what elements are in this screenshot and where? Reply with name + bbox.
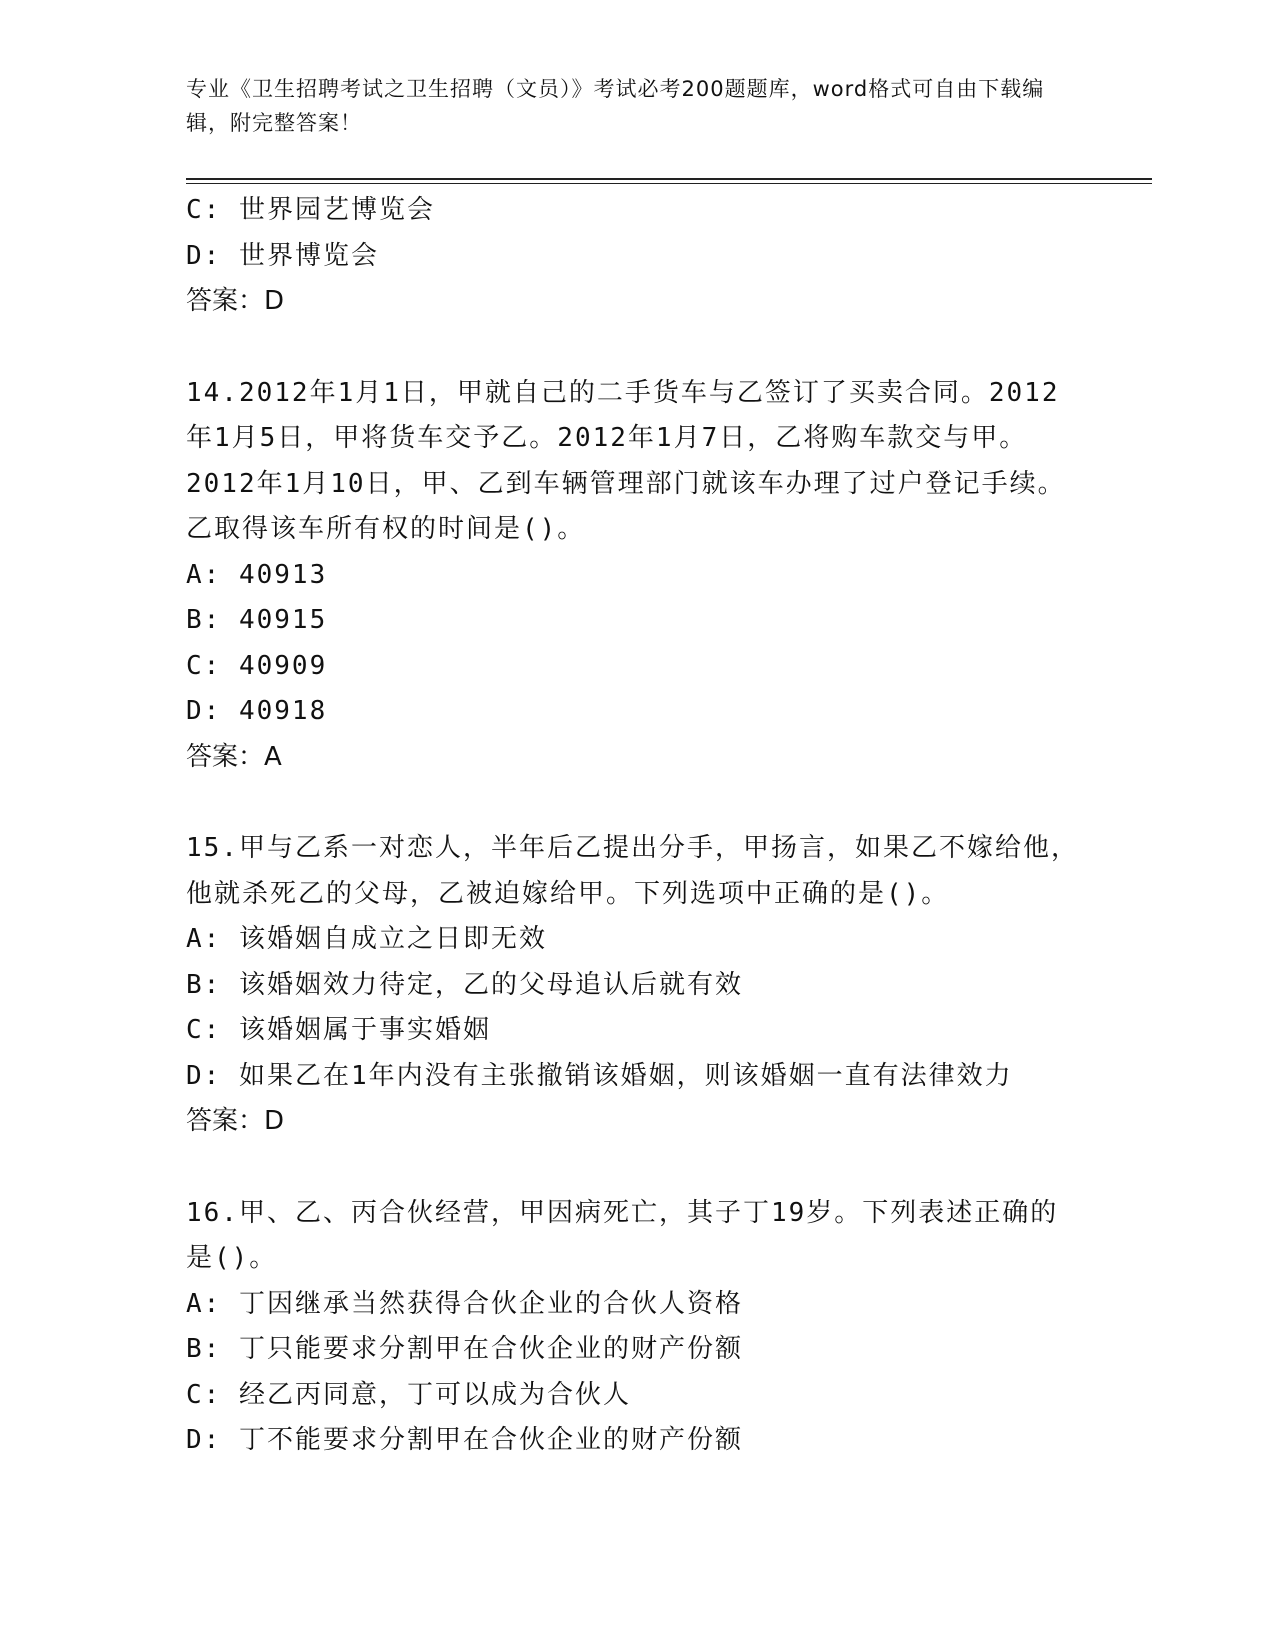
option-label: A [186,924,204,954]
option-text: 如果乙在1年内没有主张撤销该婚姻，则该婚姻一直有法律效力 [238,1060,1013,1091]
option-label: C [186,1379,204,1410]
option-b: B: 丁只能要求分割甲在合伙企业的财产份额 [186,1334,743,1364]
question-content [186,188,1086,1464]
option-a: A: 40913 [186,559,328,590]
option-a: A: 该婚姻自成立之日即无效 [186,924,547,954]
option-label: D [186,696,204,726]
option-d: D: 40918 [186,696,328,726]
option-text: 丁不能要求分割甲在合伙企业的财产份额 [238,1425,743,1455]
option-d: D: 如果乙在1年内没有主张撤销该婚姻，则该婚姻一直有法律效力 [186,1060,1013,1091]
page-header-title: 专业《卫生招聘考试之卫生招聘（文员）》考试必考200题题库，word格式可自由下载编辑，附完整答案！ [186,77,1045,135]
option-label: C [186,195,204,225]
question-15-text: 15.甲与乙系一对恋人，半年后乙提出分手，甲扬言，如果乙不嫁给他，他就杀死乙的父母，乙被迫嫁给甲。下列选项中正确的是()。 [186,833,1079,909]
option-label: A [186,1288,204,1319]
option-text: 该婚姻自成立之日即无效 [238,924,547,954]
option-text: 世界园艺博览会 [238,195,435,225]
option-d: D: 丁不能要求分割甲在合伙企业的财产份额 [186,1425,743,1455]
option-text: 40918 [238,696,328,726]
option-label: B [186,1334,204,1364]
option-label: D [186,1060,204,1091]
option-text: 经乙丙同意，丁可以成为合伙人 [238,1379,631,1410]
header-rule-thin [186,183,1152,184]
option-c: C: 经乙丙同意，丁可以成为合伙人 [186,1379,631,1410]
question-16-text: 16.甲、乙、丙合伙经营，甲因病死亡，其子丁19岁。下列表述正确的是()。 [186,1197,1059,1273]
header-rule-thick [186,178,1152,180]
option-text: 40909 [238,650,328,681]
option-a: A: 丁因继承当然获得合伙企业的合伙人资格 [186,1288,743,1319]
option-label: A [186,559,204,590]
option-text: 世界博览会 [238,240,379,271]
option-d: D: 世界博览会 [186,240,379,271]
option-text: 该婚姻效力待定，乙的父母追认后就有效 [238,969,743,1000]
option-text: 丁因继承当然获得合伙企业的合伙人资格 [238,1288,743,1319]
option-label: C [186,650,204,681]
option-label: C [186,1015,204,1045]
option-b: B: 该婚姻效力待定，乙的父母追认后就有效 [186,969,743,1000]
option-label: D [186,240,204,271]
option-text: 40915 [238,605,328,635]
answer-line: 答案：D [186,286,285,316]
option-c: C: 该婚姻属于事实婚姻 [186,1015,491,1045]
option-text: 该婚姻属于事实婚姻 [238,1015,491,1045]
answer-line: 答案：A [186,741,282,772]
question-14-text: 14.2012年1月1日，甲就自己的二手货车与乙签订了买卖合同。2012年1月5日，甲将货车交予乙。2012年1月7日，乙将购车款交与甲。2012年1月10日，甲、乙到车辆管理部门就该车办理了过户登记手续。乙取得该车所有权的时间是()。 [186,377,1066,544]
option-label: B [186,605,204,635]
option-label: D [186,1425,204,1455]
option-text: 丁只能要求分割甲在合伙企业的财产份额 [238,1334,743,1364]
option-b: B: 40915 [186,605,328,635]
option-c: C: 世界园艺博览会 [186,195,435,225]
option-label: B [186,969,204,1000]
option-text: 40913 [238,559,328,590]
option-c: C: 40909 [186,650,328,681]
answer-line: 答案：D [186,1106,285,1136]
